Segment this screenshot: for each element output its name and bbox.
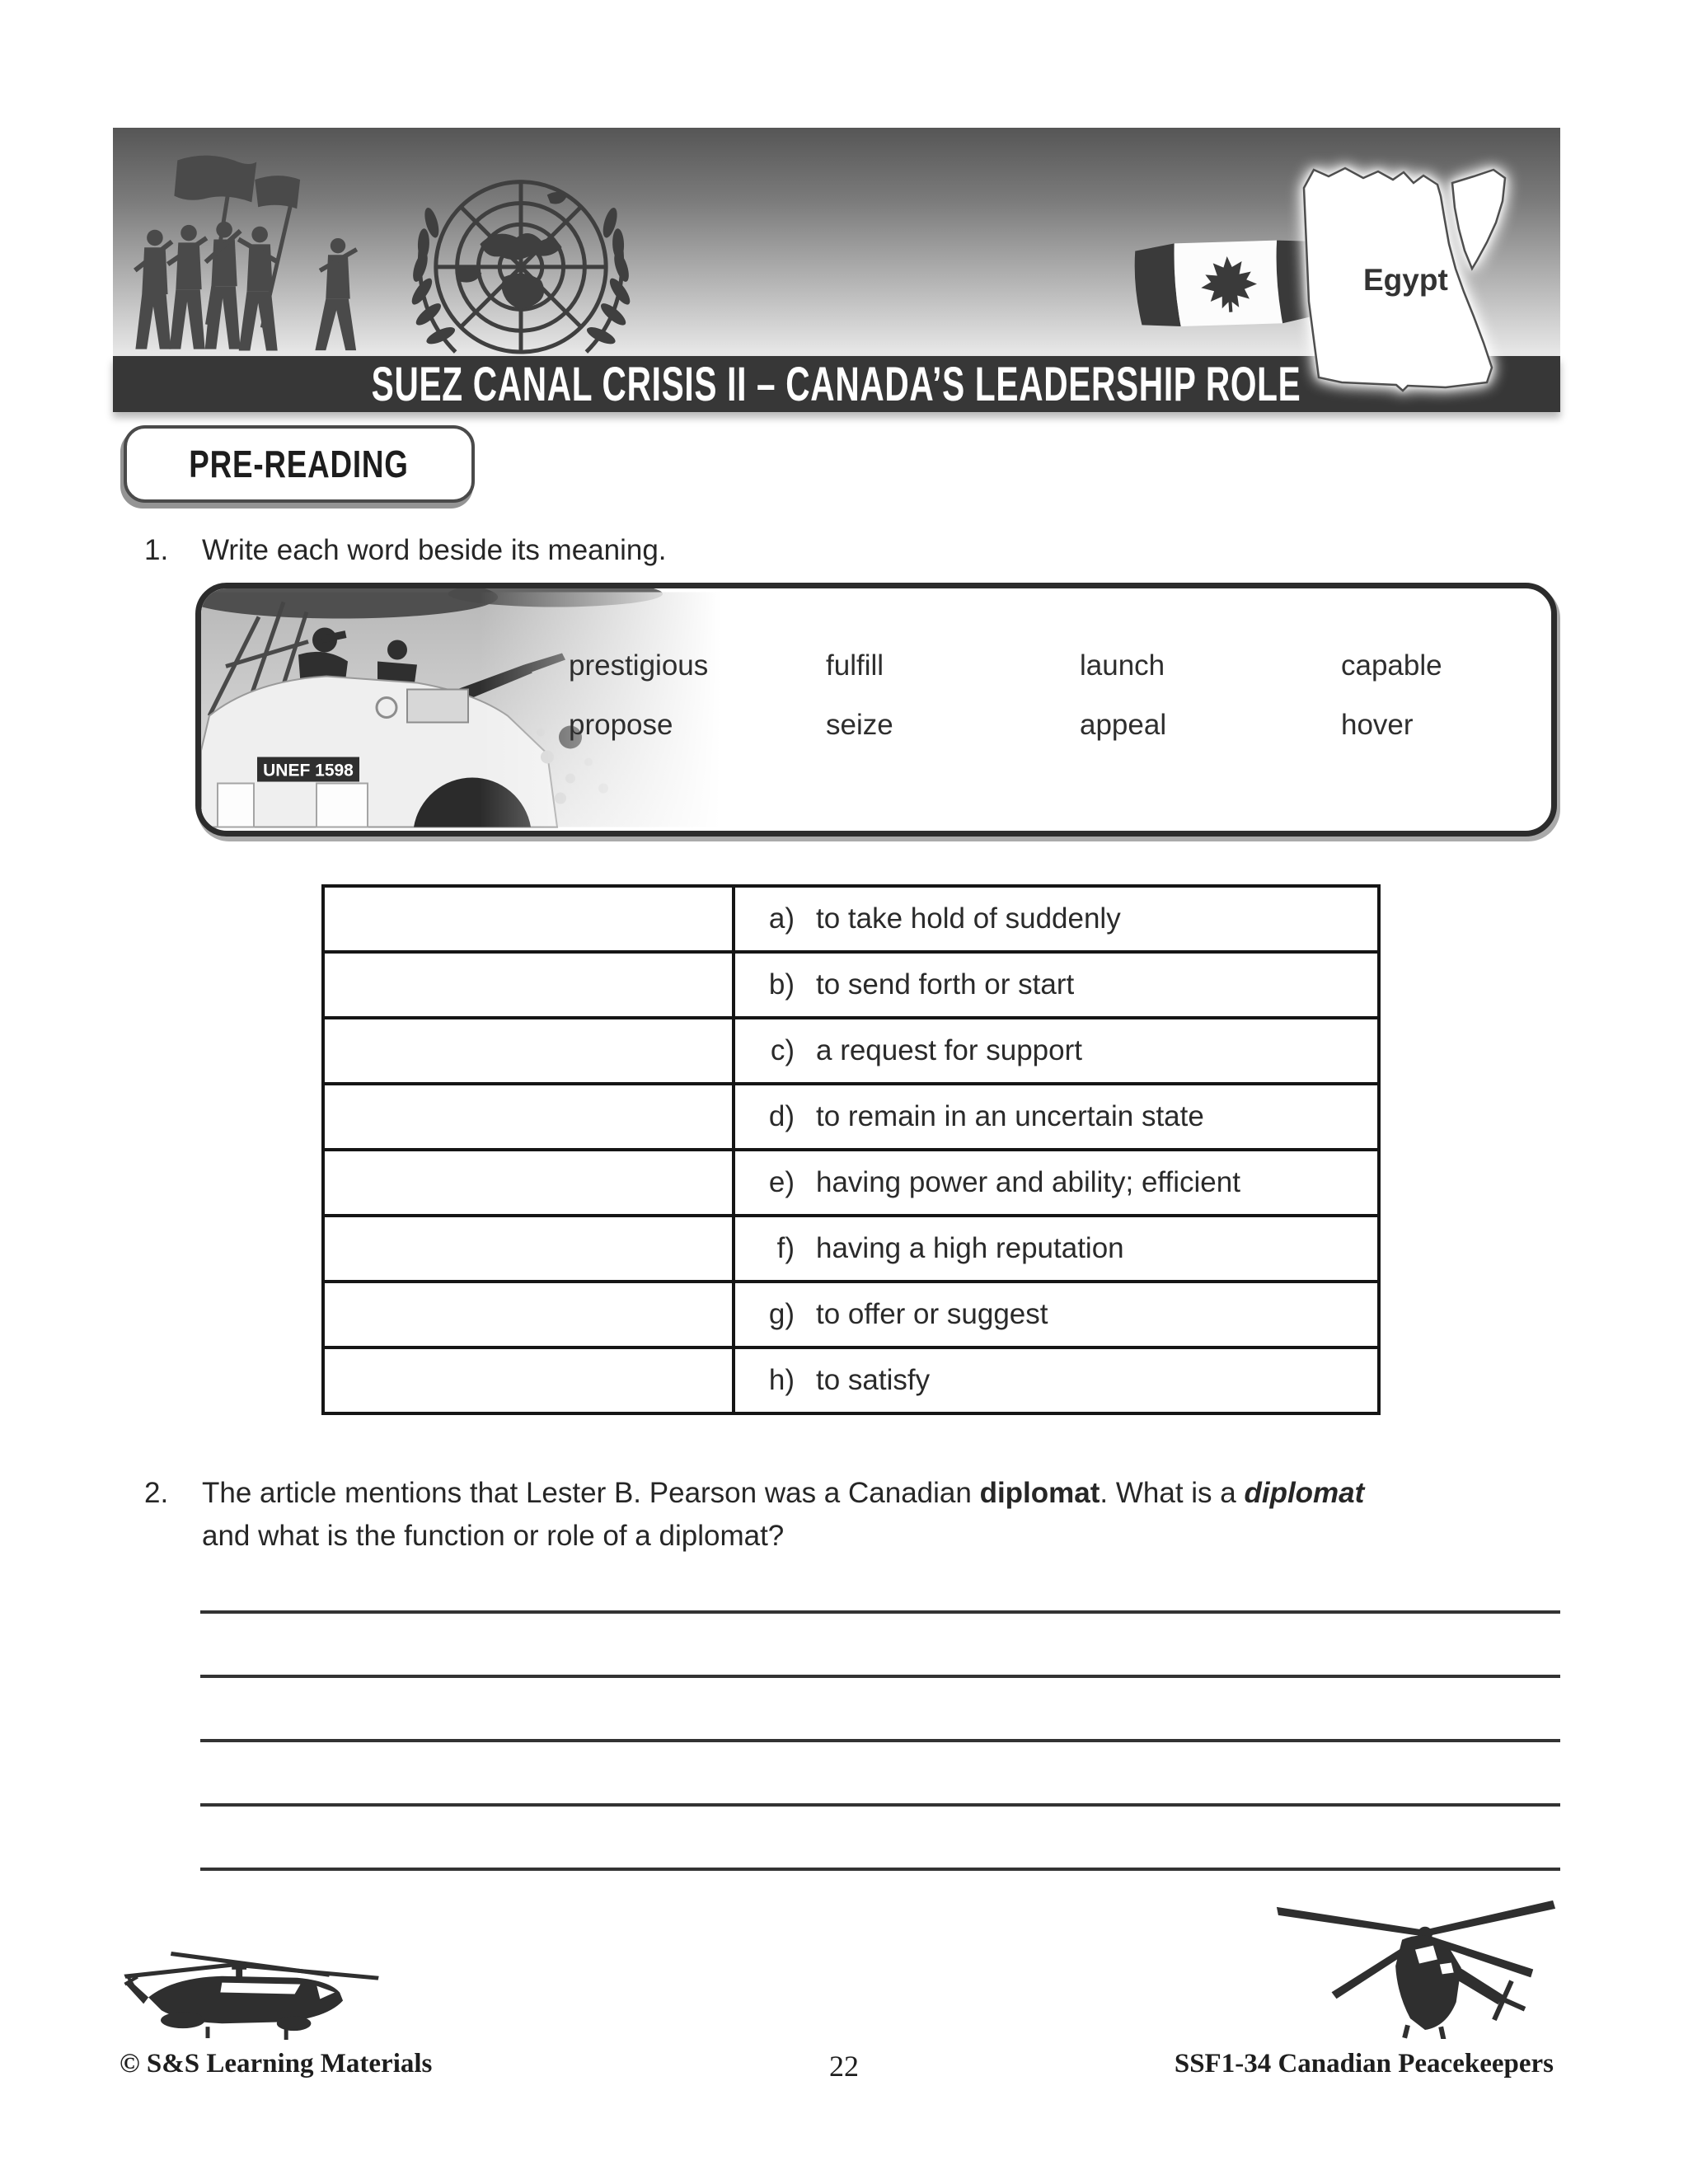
question-2-line2: and what is the function or role of a diplomat?: [202, 1520, 785, 1552]
footer-code: SSF1-34 Canadian Peacekeepers: [1174, 2049, 1554, 2079]
answer-line[interactable]: [200, 1610, 1560, 1614]
answer-cell[interactable]: [323, 886, 734, 952]
definition-letter: a): [768, 902, 795, 935]
answer-line[interactable]: [200, 1739, 1560, 1742]
definition-text: to remain in an uncertain state: [816, 1100, 1204, 1132]
definition-letter: f): [776, 1232, 795, 1264]
question-2-text: The article mentions that Lester B. Pearson was a Canadian: [202, 1477, 980, 1509]
footer-page-number: 22: [829, 2050, 859, 2083]
question-2-bold-italic-word: diplomat: [1244, 1477, 1365, 1509]
definition-cell: [734, 886, 1379, 952]
question-1-number: 1.: [144, 534, 169, 566]
definition-text: to send forth or start: [816, 968, 1075, 1001]
footer-copyright: © S&S Learning Materials: [120, 2049, 433, 2079]
definition-letter: b): [768, 968, 795, 1001]
matching-table: [321, 884, 1381, 1415]
table-row: [323, 1347, 1379, 1413]
footer: [0, 2049, 1688, 2085]
definition-cell: [734, 1282, 1379, 1347]
word-bank-word: hover: [1341, 709, 1414, 741]
egypt-map-label: Egypt: [1363, 263, 1448, 297]
word-bank-word: prestigious: [569, 649, 709, 682]
table-row: [323, 952, 1379, 1018]
definition-cell: [734, 1216, 1379, 1282]
word-bank-words: [569, 649, 1442, 742]
answer-cell[interactable]: [323, 1018, 734, 1084]
answer-cell[interactable]: [323, 1347, 734, 1413]
definition-cell: [734, 1084, 1379, 1150]
question-1-text: Write each word beside its meaning.: [202, 534, 667, 566]
answer-cell[interactable]: [323, 1150, 734, 1216]
word-bank-word: propose: [569, 709, 673, 741]
answer-cell[interactable]: [323, 952, 734, 1018]
definition-cell: [734, 1018, 1379, 1084]
answer-cell[interactable]: [323, 1216, 734, 1282]
table-row: [323, 886, 1379, 952]
word-bank-word: fulfill: [826, 649, 884, 682]
question-2: [144, 1472, 1570, 1558]
question-2-number: 2.: [144, 1477, 169, 1509]
definition-letter: c): [770, 1034, 795, 1066]
definition-text: having power and ability; efficient: [816, 1166, 1240, 1198]
helicopter-front-icon: [1263, 1887, 1569, 2039]
question-2-text-2: . What is a: [1100, 1477, 1245, 1509]
table-row: [323, 1150, 1379, 1216]
definition-text: a request for support: [816, 1034, 1082, 1066]
pre-reading-label: PRE-READING: [189, 443, 410, 485]
question-2-line1: [144, 1472, 1570, 1515]
word-bank-word: capable: [1341, 649, 1442, 682]
definition-cell: [734, 1150, 1379, 1216]
table-row: [323, 1282, 1379, 1347]
definition-text: having a high reputation: [816, 1232, 1124, 1264]
word-bank-box: [195, 583, 1557, 837]
definition-text: to take hold of suddenly: [816, 902, 1121, 935]
definition-text: to satisfy: [816, 1364, 931, 1396]
un-emblem-icon: [356, 146, 686, 356]
word-bank-word: launch: [1080, 649, 1165, 682]
answer-line[interactable]: [200, 1868, 1560, 1871]
table-row: [323, 1216, 1379, 1282]
answer-line[interactable]: [200, 1675, 1560, 1678]
egypt-map-icon: [1282, 137, 1531, 399]
definition-letter: g): [768, 1298, 795, 1330]
definition-letter: e): [768, 1166, 795, 1198]
definition-letter: h): [768, 1364, 795, 1396]
matching-table-body: [323, 886, 1379, 1413]
question-2-bold-word: diplomat: [979, 1477, 1100, 1509]
definition-text: to offer or suggest: [816, 1298, 1048, 1330]
answer-line[interactable]: [200, 1803, 1560, 1807]
answer-cell[interactable]: [323, 1282, 734, 1347]
answer-lines: [200, 1610, 1560, 1932]
question-1: [144, 529, 667, 572]
definition-letter: d): [768, 1100, 795, 1132]
table-row: [323, 1018, 1379, 1084]
table-row: [323, 1084, 1379, 1150]
answer-cell[interactable]: [323, 1084, 734, 1150]
word-bank-word: appeal: [1080, 709, 1167, 741]
word-bank-word: seize: [826, 709, 893, 741]
page-title: SUEZ CANAL CRISIS II – CANADA’S LEADERSHIP ROLE: [372, 357, 1301, 411]
definition-cell: [734, 1347, 1379, 1413]
helicopter-side-icon: [122, 1950, 387, 2044]
definition-cell: [734, 952, 1379, 1018]
pre-reading-badge: [124, 425, 475, 503]
